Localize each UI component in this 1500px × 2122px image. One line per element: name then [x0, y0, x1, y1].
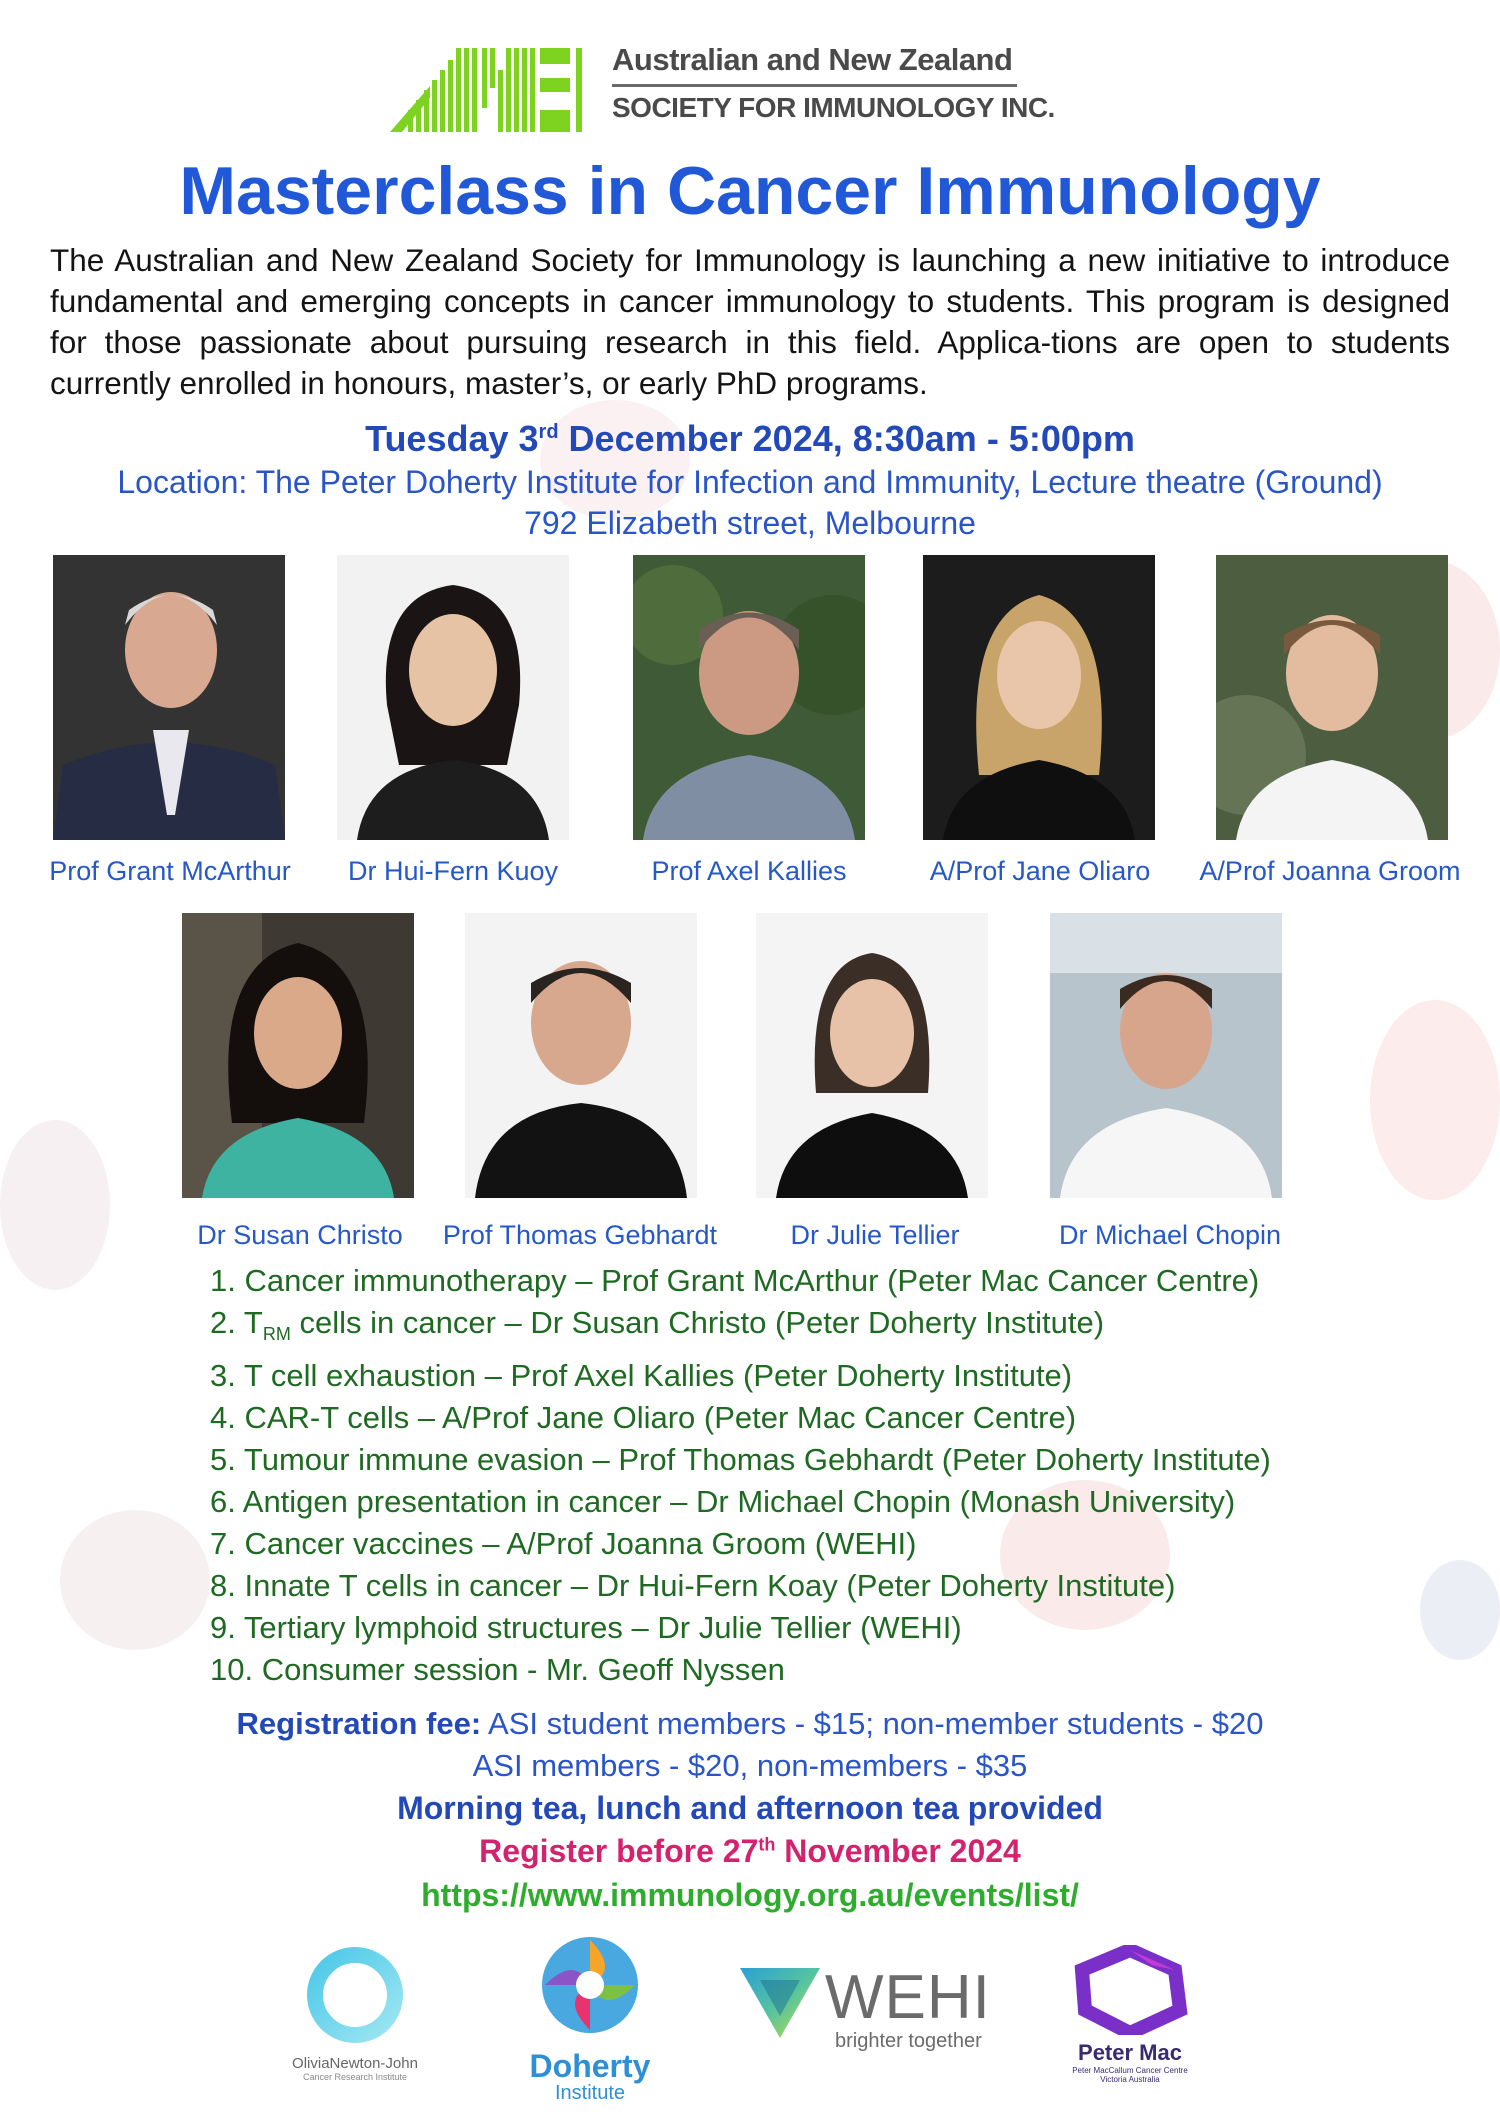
org-name-line2: SOCIETY FOR IMMUNOLOGY INC. [612, 92, 1055, 123]
peter-mac-sub: Peter MacCallum Cancer Centre [1072, 2066, 1188, 2075]
registration-deadline: Register before 27th November 2024 [479, 1833, 1021, 1869]
registration-fee-line2: ASI members - $20, non-members - $35 [472, 1748, 1028, 1783]
event-address: 792 Elizabeth street, Melbourne [524, 505, 976, 541]
list-item: 8. Innate T cells in cancer – Dr Hui-Fern Koay (Peter Doherty Institute) [210, 1568, 1176, 1604]
speaker-photo [182, 913, 414, 1198]
speaker-photo [756, 913, 988, 1198]
topic-list [210, 1260, 1271, 1691]
wehi-logo [740, 1963, 1010, 2058]
onj-logo [270, 1940, 440, 2090]
list-item: 9. Tertiary lymphoid structures – Dr Julie Tellier (WEHI) [210, 1610, 962, 1646]
doherty-name: Doherty [529, 2048, 651, 2084]
list-item: 10. Consumer session - Mr. Geoff Nyssen [210, 1652, 785, 1688]
onj-ring-icon [270, 1940, 440, 2050]
asi-mark-icon [390, 40, 590, 132]
registration-fee-label: Registration fee: [236, 1706, 482, 1741]
speaker-name: Dr Susan Christo [197, 1220, 403, 1250]
doherty-sub: Institute [554, 2082, 626, 2104]
intro-paragraph: The Australian and New Zealand Society for Immunology is launching a new initiative to introduce fundamental and emerging concepts in cancer immunology to students. This program is designed for those passionate about pursuing research in this field. Applica-tions are open to students currently enrolled in honours, master’s, or early PhD programs. [50, 242, 1450, 401]
list-item: 5. Tumour immune evasion – Prof Thomas Gebhardt (Peter Doherty Institute) [210, 1442, 1271, 1478]
divider [612, 84, 1017, 87]
onj-name: OliviaNewton-John [292, 2055, 418, 2072]
speaker-photo [923, 555, 1155, 840]
list-item: 1. Cancer immunotherapy – Prof Grant McArthur (Peter Mac Cancer Centre) [210, 1263, 1260, 1298]
speaker-photo [633, 555, 865, 840]
peter-mac-name: Peter Mac [1078, 2040, 1182, 2065]
speaker-photo [53, 555, 285, 840]
peter-mac-hexagon-icon [1060, 1945, 1200, 2035]
doherty-logo [510, 1930, 670, 2110]
list-item: 3. T cell exhaustion – Prof Axel Kallies (Peter Doherty Institute) [210, 1358, 1073, 1394]
event-date-suffix: December 2024, 8:30am - 5:00pm [558, 418, 1135, 459]
page-title: Masterclass in Cancer Immunology [179, 153, 1321, 229]
speaker-name: Dr Julie Tellier [790, 1220, 960, 1250]
peter-mac-sub2: Victoria Australia [1100, 2075, 1160, 2084]
background-cell [60, 1510, 210, 1650]
speaker-name: A/Prof Jane Oliaro [929, 856, 1151, 886]
speaker-name: A/Prof Joanna Groom [1199, 856, 1461, 886]
wehi-wordmark: WEHI [825, 1963, 991, 2032]
registration-fee: Registration fee: ASI student members - $15; non-member students - $20 [236, 1706, 1264, 1741]
meals-note: Morning tea, lunch and afternoon tea provided [397, 1790, 1103, 1826]
list-item: 4. CAR-T cells – A/Prof Jane Oliaro (Peter Mac Cancer Centre) [210, 1400, 1077, 1436]
speaker-photo [465, 913, 697, 1198]
event-location: Location: The Peter Doherty Institute for Infection and Immunity, Lecture theatre (Ground) [117, 464, 1383, 500]
onj-sub: Cancer Research Institute [302, 2072, 408, 2082]
doherty-star-icon [510, 1930, 670, 2045]
speaker-photo [1216, 555, 1448, 840]
event-date [0, 418, 1500, 460]
speaker-name: Prof Grant McArthur [49, 856, 291, 886]
list-item: 6. Antigen presentation in cancer – Dr Michael Chopin (Monash University) [210, 1484, 1236, 1520]
event-date-sup: rd [538, 421, 559, 443]
background-cell [0, 1120, 110, 1290]
speaker-name: Prof Thomas Gebhardt [442, 1220, 718, 1250]
speaker-photo [1050, 913, 1282, 1198]
org-name-line1: Australian and New Zealand [612, 42, 1013, 77]
event-date-prefix: Tuesday 3 [365, 418, 539, 459]
background-cell [1370, 1000, 1500, 1200]
speaker-name: Dr Michael Chopin [1058, 1220, 1282, 1250]
background-cell [1420, 1560, 1500, 1660]
speaker-name: Prof Axel Kallies [651, 856, 847, 886]
peter-mac-logo [1060, 1945, 1200, 2095]
list-item: 7. Cancer vaccines – A/Prof Joanna Groom (WEHI) [210, 1526, 917, 1562]
wehi-tagline: brighter together [835, 2030, 982, 2052]
wehi-shield-icon [740, 1968, 820, 2038]
list-item: 2. $T_{RM}$ cells in cancer – Dr Susan Christo (Peter Doherty Institute) [210, 1305, 1105, 1345]
asi-logo [390, 40, 1055, 132]
registration-link[interactable]: https://www.immunology.org.au/events/list/ [421, 1877, 1079, 1913]
speaker-name: Dr Hui-Fern Kuoy [347, 856, 559, 886]
speaker-photo [337, 555, 569, 840]
